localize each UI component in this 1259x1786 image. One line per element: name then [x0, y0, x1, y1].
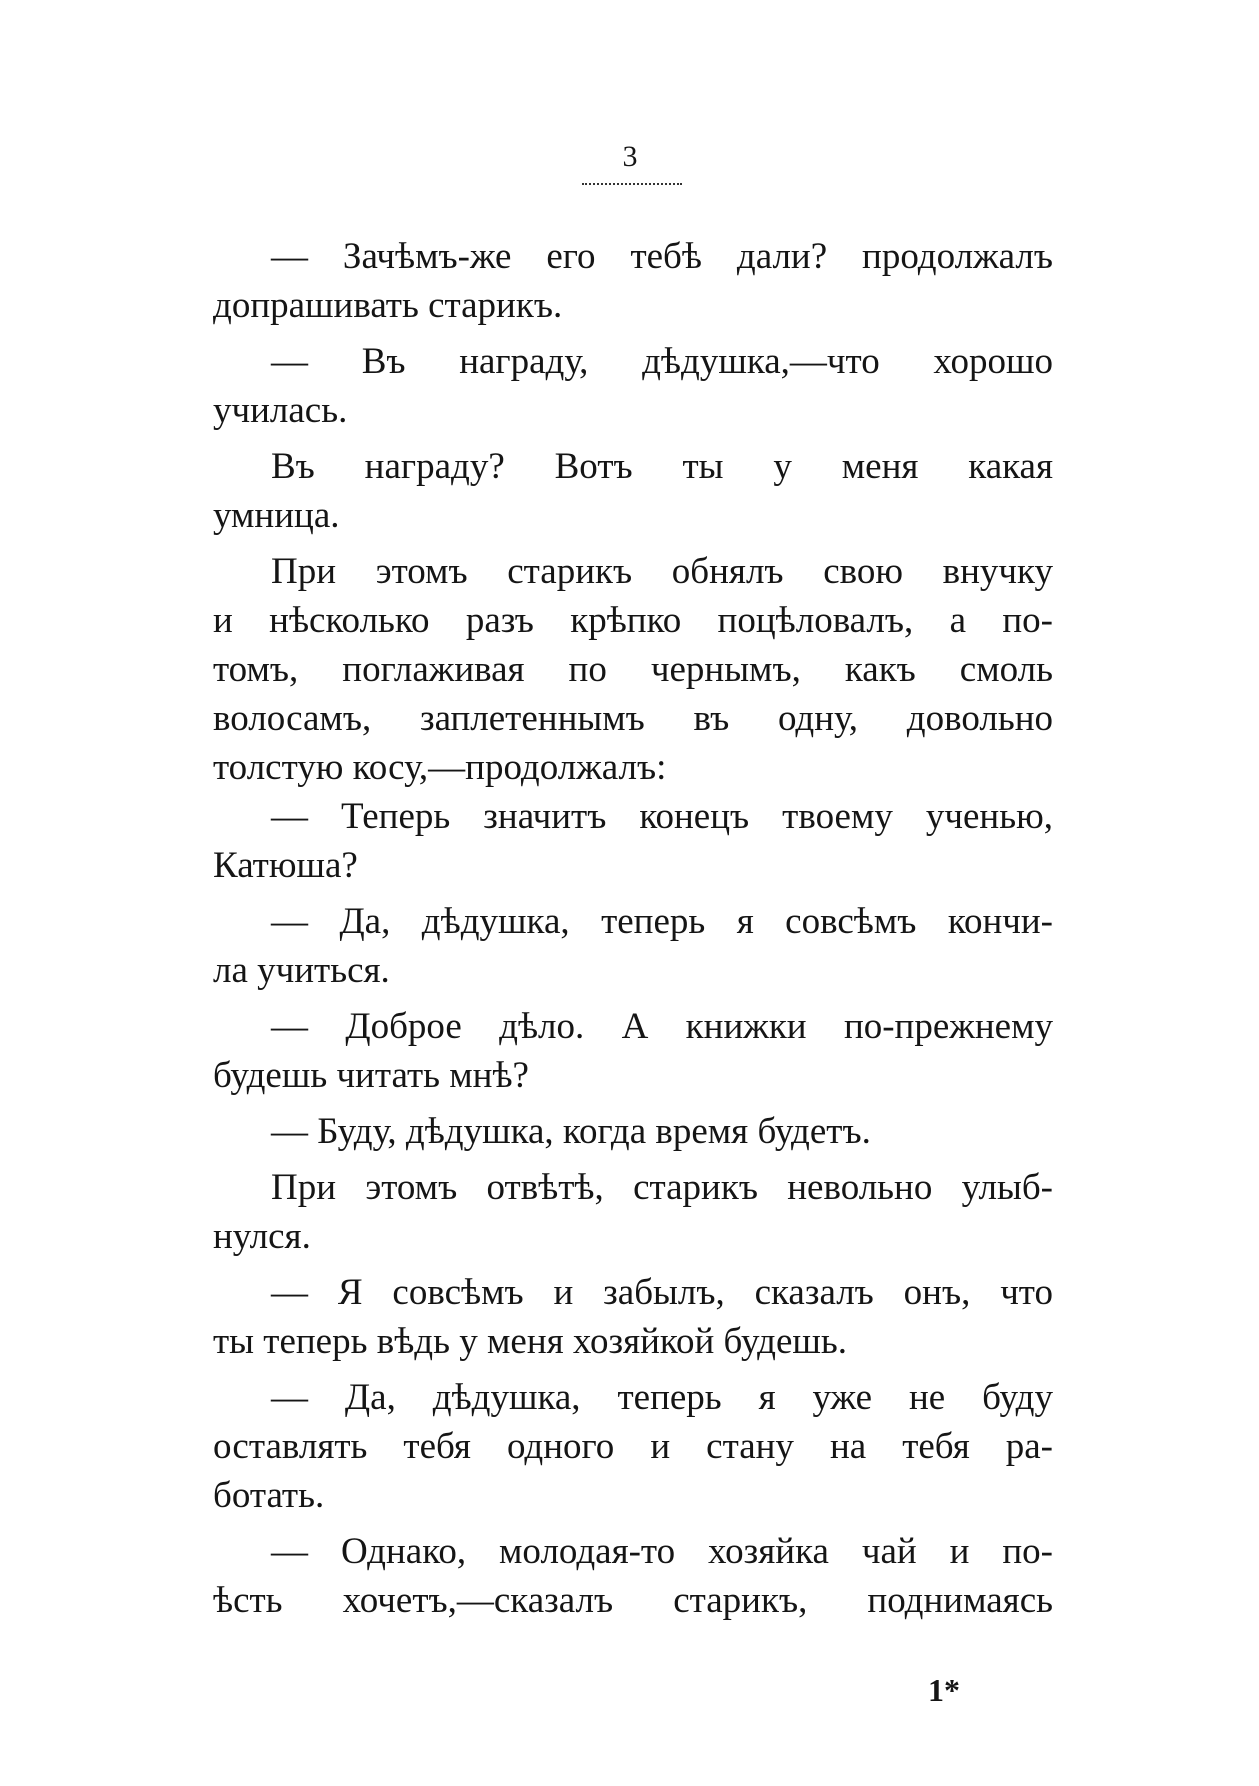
text-body [213, 232, 1053, 1625]
text-line: училась. [213, 390, 348, 431]
text-line: ла учиться. [213, 950, 390, 991]
text-line: ѣсть хочетъ,—сказалъ старикъ, поднимаясь [213, 1580, 1053, 1621]
signature-mark: 1* [928, 1672, 960, 1708]
page-number: 3 [622, 140, 638, 173]
text-line: — Доброе дѣло. А книжки по-прежнему [271, 1006, 1053, 1047]
text-line: — Да, дѣдушка, теперь я уже не буду [271, 1377, 1053, 1418]
text-line: При этомъ отвѣтѣ, старикъ невольно улыб- [271, 1167, 1053, 1208]
text-line: томъ, поглаживая по чернымъ, какъ смоль [213, 649, 1053, 690]
text-line: волосамъ, заплетеннымъ въ одну, довольно [213, 698, 1053, 739]
text-line: — Зачѣмъ-же его тебѣ дали? продолжалъ [271, 236, 1053, 277]
text-line: умница. [213, 495, 340, 536]
text-line: Въ награду? Вотъ ты у меня какая [271, 446, 1053, 487]
text-line: — Буду, дѣдушка, когда время будетъ. [271, 1111, 871, 1152]
text-line: ты теперь вѣдь у меня хозяйкой будешь. [213, 1321, 848, 1362]
text-line: допрашивать старикъ. [213, 285, 563, 326]
text-line: Катюша? [213, 845, 358, 886]
text-line: — Да, дѣдушка, теперь я совсѣмъ кончи- [271, 901, 1053, 942]
text-line: толстую косу,—продолжалъ: [213, 747, 667, 788]
text-line: — Въ награду, дѣдушка,—что хорошо [271, 341, 1053, 382]
text-line: и нѣсколько разъ крѣпко поцѣловалъ, а по- [213, 600, 1053, 641]
text-line: При этомъ старикъ обнялъ свою внучку [271, 551, 1053, 592]
text-line: оставлять тебя одного и стану на тебя ра- [213, 1426, 1053, 1467]
text-line: — Однако, молодая-то хозяйка чай и по- [271, 1531, 1053, 1572]
text-line: нулся. [213, 1216, 311, 1257]
text-line: — Теперь значитъ конецъ твоему ученью, [271, 796, 1053, 837]
text-line: ботать. [213, 1475, 325, 1516]
text-line: будешь читать мнѣ? [213, 1055, 529, 1096]
text-line: — Я совсѣмъ и забылъ, сказалъ онъ, что [271, 1272, 1053, 1313]
page-number-ornament [582, 183, 682, 193]
